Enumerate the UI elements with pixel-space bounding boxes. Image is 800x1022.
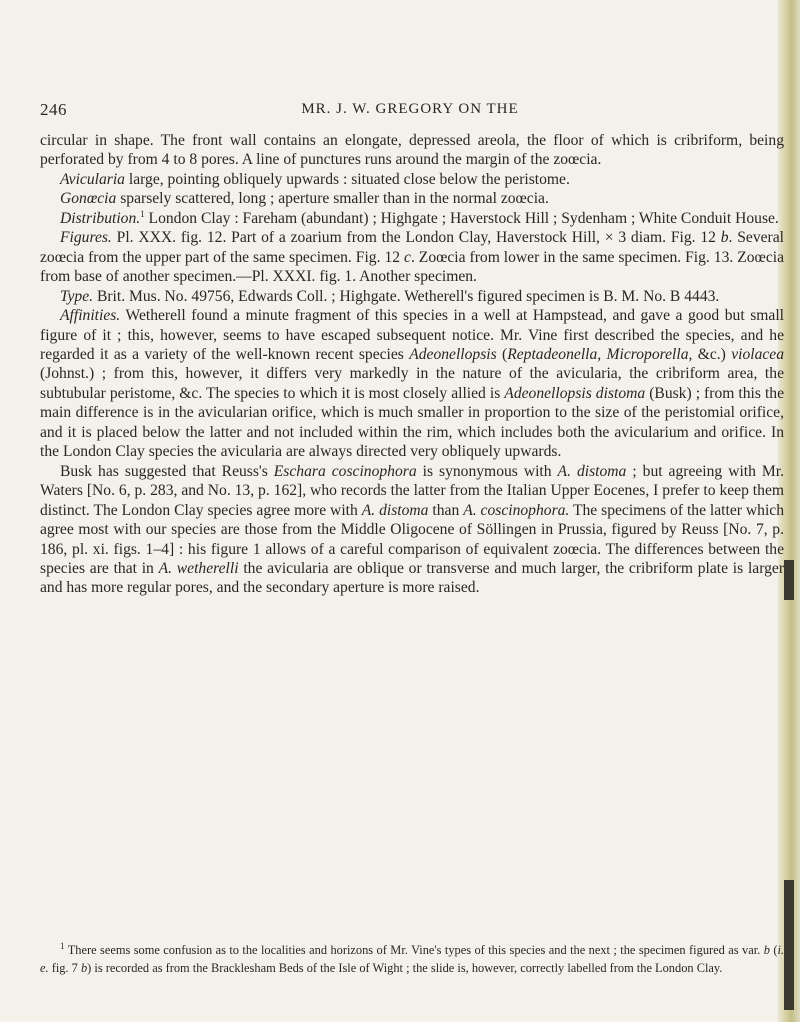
section-label: Type. — [60, 287, 94, 305]
footnote-text: $^1$ There seems some confusion as to the localities and horizons of Mr. Vine's types of this species and the next ; the specimen figured as var. b (i. e. fig. 7 b) is recorded as from the Bracklesham Beds of the Isle of Wight ; the slide is, however, correctly labelled from the London Clay. — [40, 940, 784, 975]
paragraph-avicularia: Avicularia large, pointing obliquely upwards : situated close below the peristome. — [60, 170, 570, 188]
paragraph-figures: Figures. Pl. XXX. fig. 12. Part of a zoarium from the London Clay, Haverstock Hill, × 3 diam. Fig. 12 b. Several zoœcia from the upper part of the same specimen. Fig. 12 c. Zoœcia from lower in the same specimen. Fig. 13. Zoœcia from base of another specimen.—Pl. XXXI. fig. 1. Another specimen. — [40, 229, 784, 286]
page-edge-mark — [784, 880, 794, 1010]
footnote-mark: 1 — [60, 940, 65, 951]
page-header — [40, 100, 780, 122]
paragraph: circular in shape. The front wall contains an elongate, depressed areola, the floor of which is cribriform, being perforated by from 4 to 8 pores. A line of punctures runs around the margin of the zoœcia. — [40, 132, 784, 169]
paragraph-gonoecia: Gonœcia sparsely scattered, long ; aperture smaller than in the normal zoœcia. — [60, 190, 549, 208]
running-head: MR. J. W. GREGORY ON THE — [301, 101, 519, 117]
footnote-reference[interactable]: 1 — [140, 208, 145, 219]
page-number: 246 — [40, 100, 67, 119]
section-label: Distribution. — [60, 209, 141, 227]
page-edge-mark — [784, 560, 794, 600]
section-label: Figures. — [60, 229, 112, 247]
footnote — [40, 942, 784, 977]
paragraph-affinities: Affinities. Wetherell found a minute fragment of this species in a well at Hampstead, and gave a good but small figure of it ; this, however, seems to have escaped subsequent notice. Mr. Vine first described the species, and he regarded it as a variety of the well-known recent species Adeonellopsis (Reptadeonella, Microporella, &c.) violacea (Johnst.) ; from this, however, it differs very markedly in the nature of the avicularia, the cribriform area, the subtubular peristome, &c. The species to which it is most closely allied is Adeonellopsis distoma (Busk) ; from this the main difference is in the avicularian orifice, which is much smaller in proportion to the size of the peristomial orifice, and it is placed below the latter and not included within the rim, which includes both the avicularium and orifice. In the London Clay species the avicularia are always directed very obliquely upwards. — [40, 307, 785, 461]
section-label: Affinities. — [60, 307, 121, 325]
paragraph-distribution: Distribution.$^1$ London Clay : Fareham (abundant) ; Highgate ; Haverstock Hill ; Sydenham ; White Conduit House. — [60, 208, 779, 227]
section-label: Avicularia — [60, 170, 125, 188]
section-label: Gonœcia — [60, 190, 117, 208]
paragraph-type: Type. Brit. Mus. No. 49756, Edwards Coll. ; Highgate. Wetherell's figured specimen is B. M. No. B 4443. — [60, 287, 720, 305]
body-text — [40, 131, 784, 598]
paragraph-busk: Busk has suggested that Reuss's Eschara coscinophora is synonymous with A. distoma ; but agreeing with Mr. Waters [No. 6, p. 283, and No. 13, p. 162], who records the latter from the Italian Upper Eocenes, I prefer to keep them distinct. The London Clay species agree more with A. distoma than A. coscinophora. The specimens of the latter which agree most with our species are those from the Middle Oligocene of Söllingen in Prussia, figured by Reuss [No. 7, p. 186, pl. xi. figs. 1–4] : his figure 1 allows of a careful comparison of equivalent zoœcia. The differences between the species are that in A. wetherelli the avicularia are oblique or transverse and much larger, the cribriform plate is larger and has more regular pores, and the secondary aperture is more raised. — [40, 462, 785, 597]
